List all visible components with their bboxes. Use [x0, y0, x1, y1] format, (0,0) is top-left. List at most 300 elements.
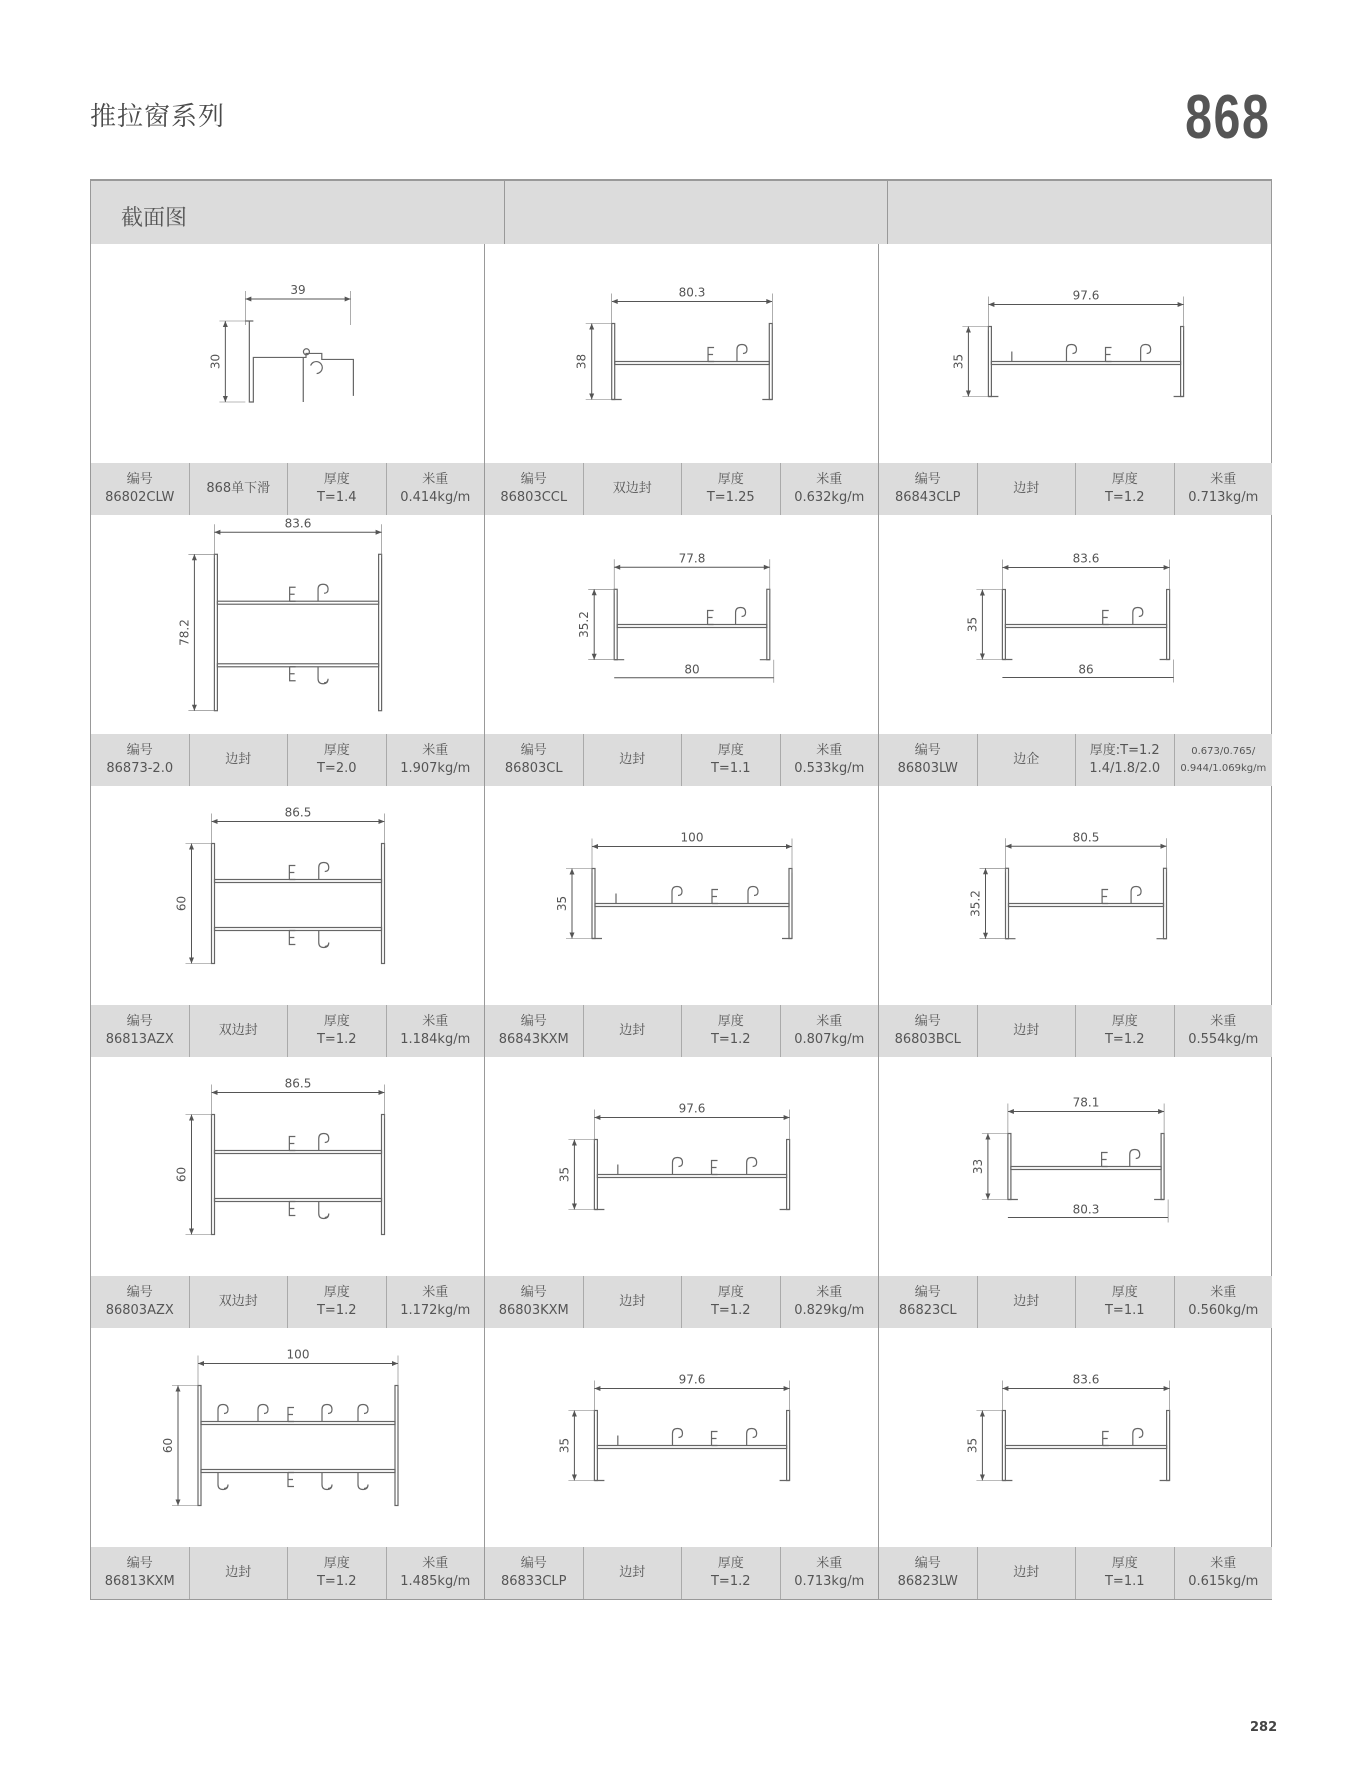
weight-value: 0.713kg/m: [794, 1574, 865, 1589]
weight-label: 米重: [422, 1014, 449, 1029]
width-dimension: [212, 806, 385, 848]
thickness-label: 厚度: [1111, 1556, 1138, 1571]
code-cell: [879, 1005, 977, 1057]
width-dimension: [1002, 1373, 1169, 1415]
profile-name: 边封: [619, 752, 646, 767]
weight-cell: [780, 463, 879, 515]
height-dimension: [175, 1115, 212, 1235]
weight-value: 1.485kg/m: [400, 1574, 471, 1589]
code-cell: [91, 734, 189, 786]
width-label: 97.6: [678, 1372, 706, 1387]
profile-info-row: [91, 1547, 484, 1599]
table-header: [91, 181, 1271, 244]
profile-code: 86813KXM: [104, 1574, 175, 1589]
profile-drawing: [245, 321, 353, 402]
table-row: [91, 244, 1271, 515]
height-label: 30: [208, 353, 223, 370]
profile-section-svg: [879, 244, 1272, 463]
profile-code: 86803CL: [504, 761, 563, 776]
profile-name: 边封: [225, 752, 252, 767]
profile-code: 86823CL: [898, 1303, 957, 1318]
profile-cell: [878, 515, 1272, 786]
width-label: 86.5: [284, 1076, 312, 1091]
weight-label: 米重: [422, 1285, 449, 1300]
code-cell: [879, 734, 977, 786]
profile-code: 86802CLW: [105, 490, 175, 505]
bottom-label: 80: [684, 662, 700, 677]
profile-code: 86803LW: [897, 761, 958, 776]
profile-cell: [484, 786, 878, 1057]
thickness-value: T=2.0: [316, 761, 357, 776]
code-label: 编号: [126, 743, 153, 758]
header-cell: [504, 181, 888, 244]
profile-name: 边企: [1013, 752, 1040, 767]
profile-code: 86803KXM: [498, 1303, 569, 1318]
thickness-value: T=1.4: [316, 490, 357, 505]
name-cell: [189, 1547, 288, 1599]
profile-drawing: [198, 1386, 398, 1506]
weight-value: 0.713kg/m: [1188, 490, 1259, 505]
profile-section-svg: [879, 1057, 1272, 1276]
weight-cell: [780, 1005, 879, 1057]
profile-drawing: [612, 324, 773, 400]
thickness-label: 厚度: [323, 1014, 350, 1029]
profile-info-row: [485, 1005, 878, 1057]
height-dimension: [208, 321, 245, 402]
weight-cell: [1174, 1547, 1273, 1599]
weight-cell: [1174, 463, 1273, 515]
name-cell: [189, 1276, 288, 1328]
weight-value: 0.414kg/m: [400, 490, 471, 505]
height-label: 35: [557, 1437, 572, 1454]
height-dimension: [951, 327, 988, 397]
profile-cell: [91, 515, 484, 786]
profile-section-svg: [879, 786, 1272, 1005]
name-cell: [189, 1005, 288, 1057]
profile-name: 边封: [1013, 1023, 1040, 1038]
height-dimension: [577, 589, 614, 659]
table-row: [91, 515, 1271, 786]
code-cell: [91, 1005, 189, 1057]
profile-section-svg: [879, 1328, 1272, 1547]
height-dimension: [557, 1411, 594, 1481]
name-cell: [583, 734, 682, 786]
profile-cell: [91, 1057, 484, 1328]
thickness-cell: [287, 1547, 386, 1599]
section-drawing: [91, 786, 484, 1005]
weight-label: 米重: [1210, 472, 1237, 487]
profile-name: 边封: [619, 1565, 646, 1580]
profile-info-row: [879, 1276, 1272, 1328]
thickness-value: T=1.2: [316, 1032, 357, 1047]
code-cell: [485, 734, 583, 786]
thickness-value: 1.4/1.8/2.0: [1089, 761, 1161, 776]
section-drawing: [879, 1057, 1272, 1276]
width-label: 97.6: [678, 1101, 706, 1116]
thickness-value: T=1.25: [706, 490, 755, 505]
series-title: 推拉窗系列: [90, 102, 226, 132]
section-drawing: [485, 1328, 878, 1547]
section-drawing: [91, 1328, 484, 1547]
bottom-dimension: [614, 660, 774, 683]
height-label: 35: [557, 1166, 572, 1183]
profile-cell: [484, 1328, 878, 1599]
thickness-cell: [681, 1005, 780, 1057]
section-drawing: [485, 244, 878, 463]
profile-section-svg: [879, 515, 1272, 734]
profile-drawing: [594, 1140, 789, 1210]
profile-drawing: [592, 869, 792, 939]
weight-label: 米重: [816, 1556, 843, 1571]
profile-cell: [878, 1328, 1272, 1599]
profile-section-svg: [485, 244, 878, 463]
profile-cell: [91, 786, 484, 1057]
section-drawing: [879, 244, 1272, 463]
section-drawing: [879, 786, 1272, 1005]
profile-section-svg: [91, 1057, 484, 1276]
width-label: 100: [680, 830, 704, 845]
thickness-cell: [287, 734, 386, 786]
code-cell: [485, 1547, 583, 1599]
profile-info-row: [879, 463, 1272, 515]
code-cell: [91, 1276, 189, 1328]
code-label: 编号: [126, 1556, 153, 1571]
height-dimension: [965, 1411, 1002, 1481]
weight-label: 米重: [1210, 1556, 1237, 1571]
thickness-cell: [1075, 1276, 1174, 1328]
name-cell: [583, 1276, 682, 1328]
profile-section-svg: [91, 244, 484, 463]
bottom-dimension: [1002, 660, 1173, 683]
thickness-cell: [1075, 1547, 1174, 1599]
height-label: 33: [970, 1158, 985, 1175]
width-label: 80.5: [1072, 830, 1100, 845]
code-cell: [91, 1547, 189, 1599]
thickness-cell: [1075, 1005, 1174, 1057]
profile-code: 86803CCL: [500, 490, 568, 505]
width-dimension: [198, 1348, 398, 1390]
code-label: 编号: [126, 1285, 153, 1300]
name-cell: [583, 1005, 682, 1057]
thickness-cell: [1075, 463, 1174, 515]
weight-value: 0.560kg/m: [1188, 1303, 1259, 1318]
weight-value: 0.615kg/m: [1188, 1574, 1259, 1589]
name-cell: [977, 1276, 1076, 1328]
width-dimension: [594, 1373, 789, 1415]
section-drawing: [485, 1057, 878, 1276]
height-dimension: [971, 1134, 1008, 1200]
profile-code: 86843KXM: [498, 1032, 569, 1047]
weight-label: 米重: [422, 1556, 449, 1571]
profile-cell: [484, 515, 878, 786]
profile-section-svg: [91, 786, 484, 1005]
thickness-value: T=1.2: [710, 1032, 751, 1047]
profile-drawing: [214, 554, 381, 710]
profile-name: 边封: [619, 1294, 646, 1309]
profile-cell: [91, 1328, 484, 1599]
weight-cell: [1174, 1005, 1273, 1057]
height-label: 38: [574, 353, 589, 370]
thickness-value: T=1.2: [316, 1574, 357, 1589]
profile-section-svg: [485, 1328, 878, 1547]
code-label: 编号: [914, 1285, 941, 1300]
profile-cell: [878, 786, 1272, 1057]
weight-cell: [386, 1276, 485, 1328]
profile-info-row: [485, 1547, 878, 1599]
profile-code: 86833CLP: [500, 1574, 567, 1589]
profile-code: 86823LW: [897, 1574, 958, 1589]
width-label: 83.6: [1072, 551, 1100, 566]
section-drawing: [91, 244, 484, 463]
thickness-cell: [681, 734, 780, 786]
width-dimension: [214, 516, 381, 558]
code-cell: [485, 1005, 583, 1057]
profile-name: 868单下滑: [206, 481, 271, 496]
thickness-label: 厚度: [717, 1014, 744, 1029]
profile-name: 双边封: [218, 1294, 258, 1309]
width-label: 83.6: [1072, 1372, 1100, 1387]
height-dimension: [965, 590, 1002, 660]
weight-cell: [780, 1276, 879, 1328]
code-label: 编号: [914, 1014, 941, 1029]
profile-name: 边封: [1013, 481, 1040, 496]
width-dimension: [592, 831, 792, 873]
profile-name: 边封: [1013, 1294, 1040, 1309]
code-label: 编号: [520, 1014, 547, 1029]
weight-label: 米重: [422, 472, 449, 487]
section-drawing: [485, 786, 878, 1005]
width-dimension: [212, 1077, 385, 1119]
profile-table: [90, 179, 1272, 1600]
width-dimension: [594, 1102, 789, 1144]
height-label: 35: [965, 1437, 980, 1454]
code-cell: [879, 1547, 977, 1599]
width-dimension: [988, 289, 1183, 331]
thickness-cell: [287, 1276, 386, 1328]
weight-value: 0.829kg/m: [794, 1303, 865, 1318]
weight-cell: [386, 734, 485, 786]
profile-cell: [878, 244, 1272, 515]
table-row: [91, 1328, 1271, 1599]
weight-label: 米重: [816, 1014, 843, 1029]
height-dimension: [557, 1140, 594, 1210]
weight-value: 0.632kg/m: [794, 490, 865, 505]
code-label: 编号: [914, 1556, 941, 1571]
height-dimension: [575, 324, 612, 400]
thickness-value: T=1.1: [1104, 1574, 1145, 1589]
weight-value: 1.907kg/m: [400, 761, 471, 776]
thickness-value: T=1.2: [1104, 1032, 1145, 1047]
weight-label: 0.673/0.765/: [1191, 746, 1256, 757]
code-label: 编号: [520, 743, 547, 758]
width-dimension: [245, 283, 350, 325]
thickness-value: T=1.2: [710, 1303, 751, 1318]
header-cell: [887, 181, 1271, 244]
height-label: 35.2: [577, 611, 592, 638]
section-drawing: [879, 515, 1272, 734]
width-label: 39: [290, 283, 306, 297]
weight-cell: [780, 1547, 879, 1599]
profile-info-row: [879, 734, 1272, 786]
width-dimension: [1002, 552, 1169, 594]
weight-value: 0.533kg/m: [794, 761, 865, 776]
height-dimension: [177, 554, 214, 710]
weight-value: 0.554kg/m: [1188, 1032, 1259, 1047]
profile-name: 边封: [1013, 1565, 1040, 1580]
width-label: 97.6: [1072, 288, 1100, 303]
profile-info-row: [485, 463, 878, 515]
name-cell: [977, 1547, 1076, 1599]
height-dimension: [555, 869, 592, 939]
thickness-value: T=1.2: [1104, 490, 1145, 505]
profile-code: 86803BCL: [894, 1032, 961, 1047]
weight-label: 米重: [816, 472, 843, 487]
weight-cell: [1174, 734, 1273, 786]
height-label: 60: [174, 1166, 189, 1183]
profile-code: 86813AZX: [105, 1032, 174, 1047]
code-cell: [879, 1276, 977, 1328]
profile-info-row: [879, 1005, 1272, 1057]
height-label: 60: [161, 1437, 175, 1454]
weight-value: 0.944/1.069kg/m: [1180, 763, 1267, 774]
profile-code: 86873-2.0: [106, 761, 174, 776]
series-number: 868: [1184, 83, 1270, 152]
profile-drawing: [1008, 1134, 1164, 1200]
name-cell: [189, 463, 288, 515]
section-drawing: [879, 1328, 1272, 1547]
profile-info-row: [485, 734, 878, 786]
code-cell: [485, 1276, 583, 1328]
name-cell: [977, 734, 1076, 786]
thickness-label: 厚度: [323, 1556, 350, 1571]
code-label: 编号: [126, 1014, 153, 1029]
width-label: 78.1: [1072, 1095, 1100, 1110]
code-label: 编号: [520, 1285, 547, 1300]
name-cell: [583, 463, 682, 515]
weight-label: 米重: [816, 743, 843, 758]
thickness-label: 厚度: [1111, 1285, 1138, 1300]
profile-info-row: [91, 1276, 484, 1328]
profile-drawing: [1002, 590, 1169, 660]
section-drawing: [91, 515, 484, 734]
width-dimension: [1006, 830, 1167, 872]
weight-cell: [780, 734, 879, 786]
thickness-label: 厚度: [717, 1556, 744, 1571]
name-cell: [189, 734, 288, 786]
weight-value: 1.184kg/m: [400, 1032, 471, 1047]
height-dimension: [161, 1386, 198, 1506]
profile-info-row: [879, 1547, 1272, 1599]
name-cell: [977, 463, 1076, 515]
thickness-value: T=1.1: [710, 761, 751, 776]
profile-section-svg: [91, 1328, 484, 1547]
width-dimension: [614, 551, 770, 593]
thickness-cell: [287, 463, 386, 515]
profile-info-row: [91, 463, 484, 515]
height-label: 60: [174, 895, 189, 912]
bottom-label: 80.3: [1072, 1202, 1100, 1217]
code-label: 编号: [914, 743, 941, 758]
name-cell: [583, 1547, 682, 1599]
height-label: 35: [951, 353, 966, 370]
weight-value: 1.172kg/m: [400, 1303, 471, 1318]
thickness-cell: [287, 1005, 386, 1057]
width-label: 83.6: [284, 516, 312, 531]
thickness-label: 厚度: [1111, 472, 1138, 487]
page-number: 282: [1250, 1720, 1278, 1735]
thickness-value: T=1.2: [316, 1303, 357, 1318]
thickness-label: 厚度: [323, 472, 350, 487]
profile-drawing: [1002, 1411, 1169, 1481]
height-label: 35: [555, 895, 569, 912]
weight-label: 米重: [1210, 1285, 1237, 1300]
profile-section-svg: [485, 1057, 878, 1276]
weight-value: 0.807kg/m: [794, 1032, 865, 1047]
width-dimension: [612, 286, 773, 328]
profile-name: 双边封: [612, 481, 652, 496]
table-row: [91, 1057, 1271, 1328]
thickness-cell: [681, 1276, 780, 1328]
profile-section-svg: [485, 786, 878, 1005]
thickness-value: T=1.1: [1104, 1303, 1145, 1318]
thickness-label: 厚度: [717, 472, 744, 487]
height-label: 78.2: [177, 619, 192, 646]
height-dimension: [969, 868, 1006, 938]
profile-code: 86803AZX: [105, 1303, 174, 1318]
weight-cell: [386, 463, 485, 515]
profile-section-svg: [485, 515, 878, 734]
profile-drawing: [212, 844, 385, 964]
section-drawing: [91, 1057, 484, 1276]
profile-cell: [878, 1057, 1272, 1328]
weight-label: 米重: [1210, 1014, 1237, 1029]
profile-name: 边封: [619, 1023, 646, 1038]
code-cell: [879, 463, 977, 515]
thickness-cell: [681, 1547, 780, 1599]
code-label: 编号: [520, 472, 547, 487]
section-drawing-label: 截面图: [121, 206, 188, 231]
width-dimension: [1008, 1096, 1164, 1138]
thickness-label: 厚度: [717, 1285, 744, 1300]
height-dimension: [175, 844, 212, 964]
profile-info-row: [91, 1005, 484, 1057]
profile-drawing: [212, 1115, 385, 1235]
weight-cell: [1174, 1276, 1273, 1328]
thickness-label: 厚度: [323, 743, 350, 758]
profile-name: 双边封: [218, 1023, 258, 1038]
height-label: 35.2: [968, 890, 983, 917]
profile-section-svg: [91, 515, 484, 734]
height-label: 35: [965, 616, 980, 633]
weight-label: 米重: [422, 743, 449, 758]
width-label: 86.5: [284, 805, 312, 820]
profile-name: 边封: [225, 1565, 252, 1580]
bottom-dimension: [1008, 1200, 1168, 1223]
thickness-cell: [1075, 734, 1174, 786]
code-label: 编号: [914, 472, 941, 487]
name-cell: [977, 1005, 1076, 1057]
profile-drawing: [614, 589, 770, 659]
profile-code: 86843CLP: [894, 490, 961, 505]
section-drawing: [485, 515, 878, 734]
width-label: 77.8: [678, 551, 706, 566]
thickness-label: 厚度: [323, 1285, 350, 1300]
width-label: 80.3: [678, 285, 706, 300]
profile-drawing: [988, 327, 1183, 397]
profile-cell: [484, 1057, 878, 1328]
thickness-label: 厚度:T=1.2: [1089, 743, 1160, 758]
thickness-label: 厚度: [1111, 1014, 1138, 1029]
